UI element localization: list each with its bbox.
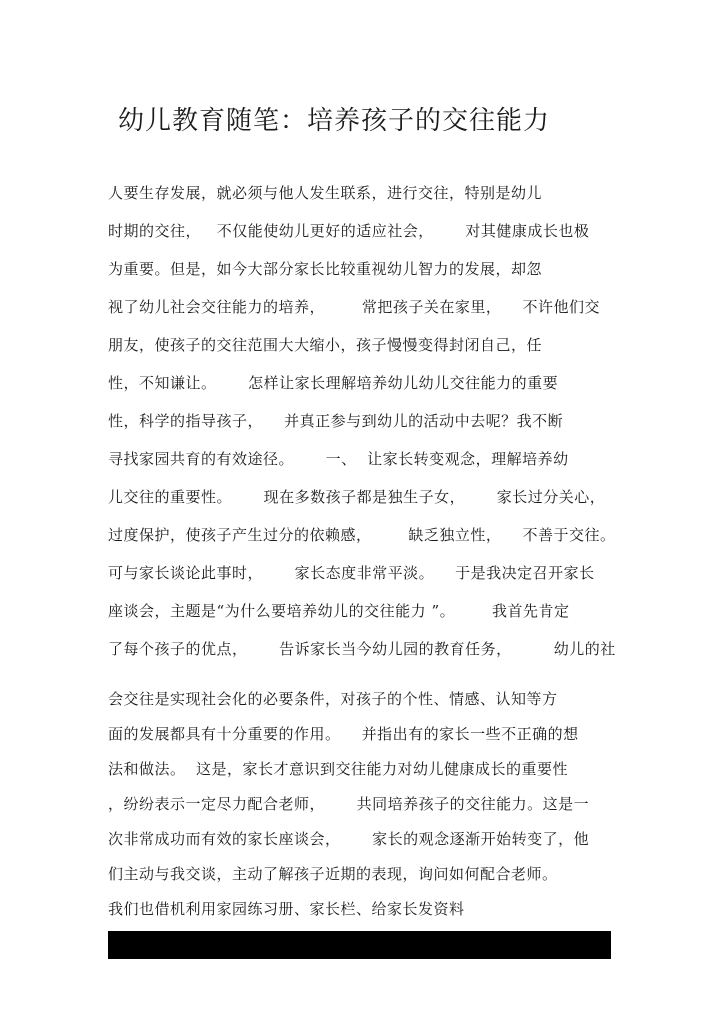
body-line: 们主动与我交谈，主动了解孩子近期的表现，询问如何配合老师。	[108, 865, 558, 883]
body-line: 儿交往的重要性。 现在多数孩子都是独生子女， 家长过分关心，	[108, 488, 606, 506]
body-line: ，纷纷表示一定尽力配合老师， 共同培养孩子的交往能力。这是一	[108, 795, 590, 813]
body-line: 时期的交往， 不仅能使幼儿更好的适应社会， 对其健康成长也极	[108, 222, 590, 240]
body-line: 朋友，使孩子的交往范围大大缩小，孩子慢慢变得封闭自己，任	[108, 336, 543, 354]
body-line: 法和做法。 这是，家长才意识到交往能力对幼儿健康成长的重要性	[108, 760, 569, 778]
body-line: 面的发展都具有十分重要的作用。 并指出有的家长一些不正确的想	[108, 725, 579, 743]
body-line: 次非常成功而有效的家长座谈会， 家长的观念逐渐开始转变了，他	[108, 830, 590, 848]
body-line: 我们也借机利用家园练习册、家长栏、给家长发资料	[108, 900, 465, 918]
body-line: 视了幼儿社会交往能力的培养， 常把孩子关在家里， 不许他们交	[108, 298, 600, 316]
body-line: 性，不知谦让。 怎样让家长理解培养幼儿幼儿交往能力的重要	[108, 374, 559, 392]
body-line: 寻找家园共育的有效途径。 一、 让家长转变观念，理解培养幼	[108, 450, 569, 468]
body-line: 过度保护，使孩子产生过分的依赖感， 缺乏独立性， 不善于交往。	[108, 526, 616, 544]
body-line: 座谈会，主题是“为什么要培养幼儿的交往能力 ”。 我首先肯定	[108, 602, 570, 620]
body-line: 可与家长谈论此事时， 家长态度非常平淡。 于是我决定召开家长	[108, 564, 595, 582]
body-line: 会交往是实现社会化的必要条件，对孩子的个性、情感、认知等方	[108, 690, 558, 708]
redaction-bar	[108, 931, 611, 959]
body-line: 性，科学的指导孩子， 并真正参与到幼儿的活动中去呢？我不断	[108, 412, 564, 430]
document-title: 幼儿教育随笔：培养孩子的交往能力	[118, 106, 551, 136]
body-line: 了每个孩子的优点， 告诉家长当今幼儿园的教育任务， 幼儿的社	[108, 640, 616, 658]
body-line: 人要生存发展，就必须与他人发生联系，进行交往，特别是幼儿	[108, 184, 543, 202]
body-line: 为重要。但是，如今大部分家长比较重视幼儿智力的发展，却忽	[108, 260, 543, 278]
